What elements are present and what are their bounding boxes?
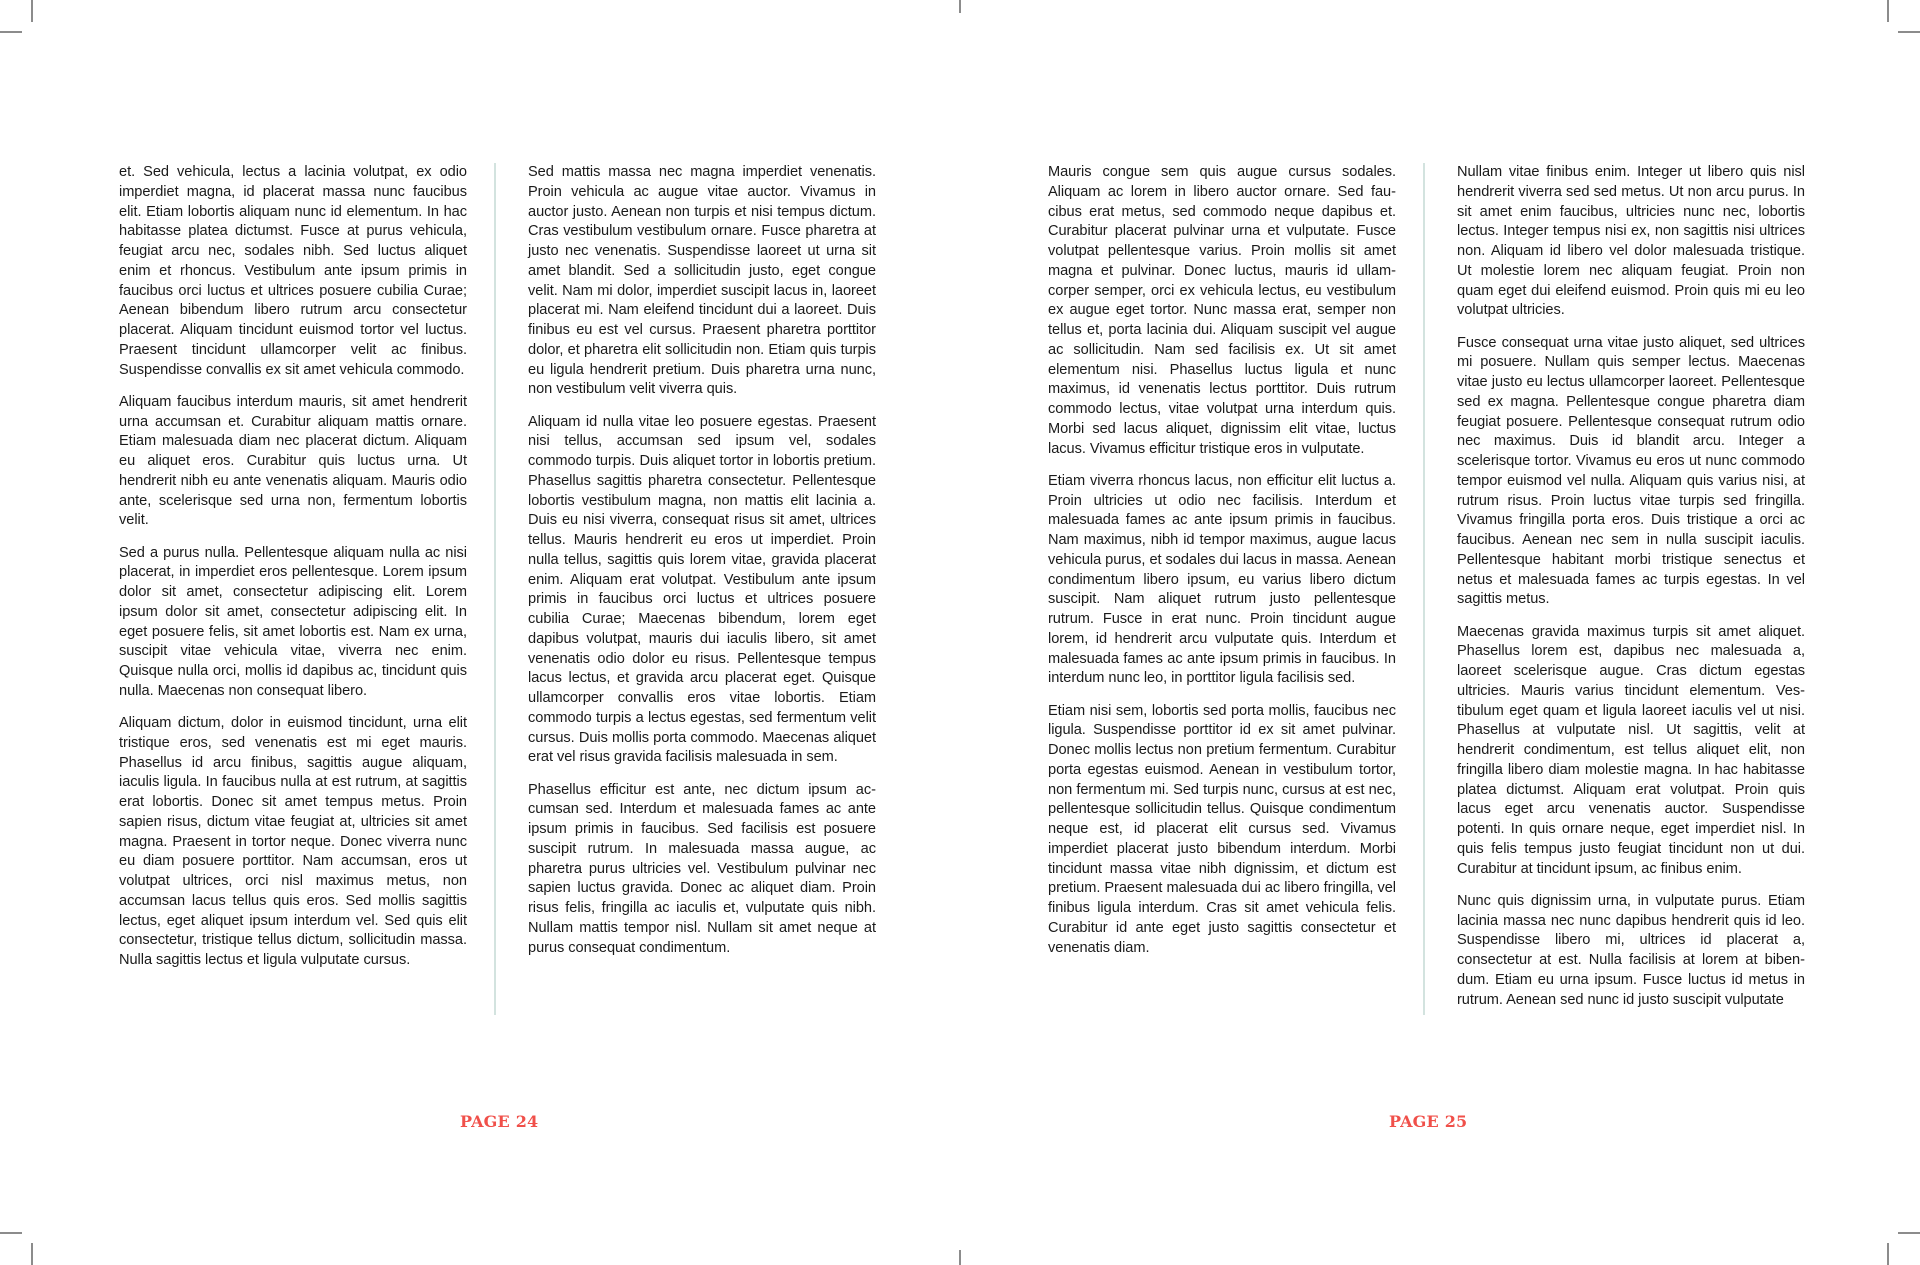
paragraph: Etiam viverra rhoncus lacus, non efficitur elit luctus a. Proin ultricies ut odio nec facilisis. Interdum et malesuada fames ac ante ipsum primis in faucibus. Nam maximus, nibh id tempor maximus, augue lacus vehicula purus, et sodales dui lacus in massa. Aenean condimentum libero ipsum, eu varius libero dictum suscipit. Nam aliquet rutrum justo pellentesque rutrum. Fusce in erat nunc. Proin tincidunt augue lorem, id hendrerit arcu vulputate quis. Interdum et malesuada fames ac ante ipsum primis in faucibus. In interdum nunc leo, in porttitor ligula facilisis sed. [1048, 472, 1396, 687]
crop-mark-top-center [959, 0, 961, 13]
paragraph: Sed a purus nulla. Pellentesque aliquam nulla ac nisi placerat, in imperdiet eros pellentesque. Lorem ipsum dolor sit amet, consectetur adipiscing elit. Lorem ipsum dolor sit amet, consectetur adipiscing elit. In eget posuere felis, sit amet lobortis est. Nam ex urna, suscipit vitae vehicula vitae, viverra nec enim. Quisque nulla orci, mollis id dapibus ac, tincidunt quis nulla. Maecenas non consequat libero. [119, 544, 467, 699]
paragraph: et. Sed vehicula, lectus a lacinia volutpat, ex odio imperdiet magna, id placerat massa nunc faucibus elit. Etiam lobortis aliquam nunc id elementum. In hac habitasse platea dictumst. Fusce at purus vehicula, feugiat arcu nec, sodales nibh. Sed luctus aliquet enim et rhoncus. Vestibulum ante ipsum primis in faucibus orci luctus et ultrices posuere cubilia Curae; Aenean bibendum libero rutrum arcu consectetur placerat. Aliquam tincidunt euismod tortor vel luctus. Praesent tincidunt ullamcorper velit ac finibus. Suspendisse convallis ex sit amet vehicula commodo. [119, 164, 467, 378]
page-24-column-2 [528, 163, 876, 971]
page-number: PAGE 24 [460, 1112, 539, 1131]
page-number: PAGE 25 [1389, 1112, 1468, 1131]
paragraph: Etiam nisi sem, lobortis sed porta mollis, faucibus nec ligula. Suspendisse porttitor id ex sit amet pulvinar. Donec mollis lectus non pretium fermentum. Curabitur porta egestas euismod. Aenean in vestibulum tortor, non fermentum mi. Sed turpis nunc, cursus at est nec, pellentesque sollicitudin tellus. Quisque condimentum neque est, id placerat elit cursus sed. Vivamus imperdiet placerat justo bibendum interdum. Morbi tincidunt massa vitae nibh dignissim, et dictum est pretium. Praesent malesuada dui ac libero fringilla, vel finibus ligula interdum. Cras sit amet vehicula felis. Curabitur id ante eget justo sagittis consectetur et venenatis diam. [1048, 702, 1396, 956]
crop-mark-top-left-horizontal [0, 31, 22, 33]
paragraph: Mauris congue sem quis augue cursus sodales. Aliquam ac lorem in libero auctor ornare. Sed faucibus erat metus, sed commodo neque dapibus et. Curabitur placerat pulvinar urna et vulputate. Fusce volutpat pellentesque varius. Proin mollis sit amet magna et pulvinar. Donec luctus, mauris id ullamcorper semper, orci ex vehicula lectus, eu vestibulum ex augue eget tortor. Nunc massa erat, semper non tellus et, porta lacinia dui. Aliquam suscipit vel augue ac sollicitudin. Nam sed facilisis ex. Ut sit amet elementum nisi. Phasellus luctus ligula et nunc maximus, id venenatis lectus porttitor. Duis rutrum commodo lectus, vitae volutpat urna interdum quis. Morbi sed lacus aliquet, dignissim elit vitae, luctus lacus. Vivamus efficitur tristique eros in vulputate. [1048, 164, 1396, 457]
crop-mark-bottom-right-vertical [1887, 1243, 1889, 1265]
paragraph: Aliquam id nulla vitae leo posuere egestas. Praesent nisi tellus, accumsan sed ipsum vel, sodales commodo turpis. Duis aliquet tortor in lobortis pretium. Phasellus sagittis pharetra consectetur. Pellentesque lobortis vestibulum magna, non mattis elit lacinia a. Duis eu nisi viverra, consequat risus sit amet, ultrices tellus. Mauris hendrerit eu eros ut imperdiet. Proin nulla tellus, sagittis quis lorem vitae, gravida placerat enim. Aliquam erat volutpat. Vestibulum ante ipsum primis in faucibus orci luctus et ultrices posuere cubilia Curae; Maecenas bibendum, lorem eget dapibus volutpat, mauris dui iaculis libero, sit amet venenatis odio dolor eu risus. Pellentesque tempus lacus lectus, et gravida arcu placerat eget. Quisque ullamcorper convallis eros vitae lobortis. Etiam commodo turpis a lectus egestas, sed fermentum velit cursus. Duis mollis porta commodo. Maecenas aliquet erat vel risus gravida facilisis malesuada in sem. [528, 413, 876, 766]
paragraph: Aliquam faucibus interdum mauris, sit amet hendrerit urna accumsan et. Curabitur aliquam mattis ornare. Etiam malesuada diam nec placerat dictum. Aliquam eu aliquet eros. Curabitur quis luctus urna. Ut hendrerit nibh eu ante venenatis aliquam. Mauris odio ante, scelerisque sed urna non, fermentum lobortis velit. [119, 393, 467, 529]
column-divider [494, 163, 496, 1015]
crop-mark-top-right-vertical [1887, 0, 1889, 22]
crop-mark-bottom-center [959, 1250, 961, 1265]
page-25-column-1 [1048, 163, 1396, 971]
crop-mark-top-right-horizontal [1898, 31, 1920, 33]
paragraph: Sed mattis massa nec magna imperdiet venenatis. Proin vehicula ac augue vitae auctor. Vivamus in auctor justo. Aenean non turpis et nisi tempus dictum. Cras vestibulum vestibulum ornare. Fusce pharetra at justo nec venenatis. Suspendisse laoreet ut urna sit amet blandit. Sed a sollicitudin justo, eget congue velit. Nam mi dolor, imperdiet suscipit lacus in, laoreet placerat mi. Nam eleifend tincidunt dui a laoreet. Duis finibus eu est vel cursus. Praesent pharetra porttitor dolor, et pharetra elit sollicitudin non. Etiam quis turpis eu ligula hendrerit pretium. Duis pharetra urna nunc, non vestibulum velit viverra quis. [528, 164, 876, 398]
crop-mark-top-left-vertical [31, 0, 33, 22]
paragraph: Nunc quis dignissim urna, in vulputate purus. Etiam lacinia massa nec nunc dapibus hendrerit quis id leo. Suspendisse libero mi, ultrices id placerat a, consectetur at est. Nulla facilisis at lorem at bibendum. Etiam eu urna ipsum. Fusce luctus id metus in rutrum. Aenean sed nunc id justo suscipit vulputate [1457, 892, 1805, 1008]
paragraph: Maecenas gravida maximus turpis sit amet aliquet. Phasellus lorem est, dapibus nec malesuada a, laoreet scelerisque augue. Cras dictum egestas ultricies. Mauris varius tincidunt elementum. Vestibulum eget quam et ligula laoreet iaculis vel ut nisi. Phasellus at vulputate nisl. Ut sagittis, velit at hendrerit condimentum, est tellus aliquet elit, non fringilla libero diam molestie magna. In hac habitasse platea dictumst. Aliquam erat volutpat. Proin quis lacus eget arcu venenatis auctor. Suspendisse potenti. In quis ornare neque, eget imperdiet nisl. In quis felis tempus justo feugiat tincidunt non ut dui. Curabitur at tincidunt ipsum, ac finibus enim. [1457, 623, 1805, 877]
crop-mark-bottom-left-horizontal [0, 1232, 22, 1234]
page-25-column-2 [1457, 163, 1805, 1023]
crop-mark-bottom-right-horizontal [1898, 1232, 1920, 1234]
paragraph: Nullam vitae finibus enim. Integer ut libero quis nisl hendrerit viverra sed sed metus. Ut non arcu purus. In sit amet enim faucibus, ultricies nunc nec, lobortis lectus. Integer tempus nisi ex, non sagittis nisi ultrices non. Aliquam id libero vel dolor malesuada tristique. Ut molestie lorem nec aliquam feugiat. Proin non quam eget dui eleifend euismod. Proin quis mi eu leo volutpat ultricies. [1457, 164, 1805, 319]
paragraph: Phasellus efficitur est ante, nec dictum ipsum accumsan sed. Interdum et malesuada fames ac ante ipsum primis in faucibus. Sed facilisis est posuere suscipit rutrum. In malesuada massa augue, ac pharetra purus ultricies vel. Vestibulum pulvinar nec sapien luctus gravida. Donec ac aliquet diam. Proin risus felis, fringilla ac iaculis et, vulputate quis nibh. Nullam mattis tempor nisl. Nullam sit amet neque at purus consequat condimentum. [528, 781, 876, 956]
paragraph: Aliquam dictum, dolor in euismod tincidunt, urna elit tristique eros, sed venenatis est mi eget mauris. Phasellus id arcu finibus, sagittis augue aliquam, iaculis ligula. In faucibus nulla at est rutrum, at sagittis erat lobortis. Donec sit amet tempus metus. Proin sapien risus, dictum vitae feugiat at, ultricies sit amet magna. Praesent in tortor neque. Donec viverra nunc eu diam posuere porttitor. Nam accumsan, eros ut volutpat ultrices, orci nisl maximus metus, non accumsan lacus tellus quis eros. Sed mollis sagittis lectus, eget aliquet ipsum interdum vel. Sed quis elit consectetur, tristique tellus dictum, sollicitudin massa. Nulla sagittis lectus et ligula vulputate cursus. [119, 715, 467, 968]
paragraph: Fusce consequat urna vitae justo aliquet, sed ultrices mi posuere. Nullam quis semper lectus. Maecenas vitae justo eu lectus ullamcorper laoreet. Pellentesque sed ex magna. Pellentesque congue pharetra diam feugiat posuere. Pellentesque consequat rutrum odio nec maximus. Duis id blandit arcu. Integer a scelerisque tortor. Vivamus eu eros ut nunc commodo tempor euismod vel nulla. Aliquam quis varius nisi, at rutrum risus. Proin luctus vitae turpis sed fringilla. Vivamus fringilla porta eros. Duis tristique a orci ac faucibus. Aenean nec sem in nulla suscipit iaculis. Pellentesque habitant morbi tristique senectus et netus et malesuada fames ac turpis egestas. In vel sagittis metus. [1457, 334, 1805, 608]
column-divider [1423, 163, 1425, 1015]
page-24-column-1 [119, 163, 467, 983]
crop-mark-bottom-left-vertical [31, 1243, 33, 1265]
